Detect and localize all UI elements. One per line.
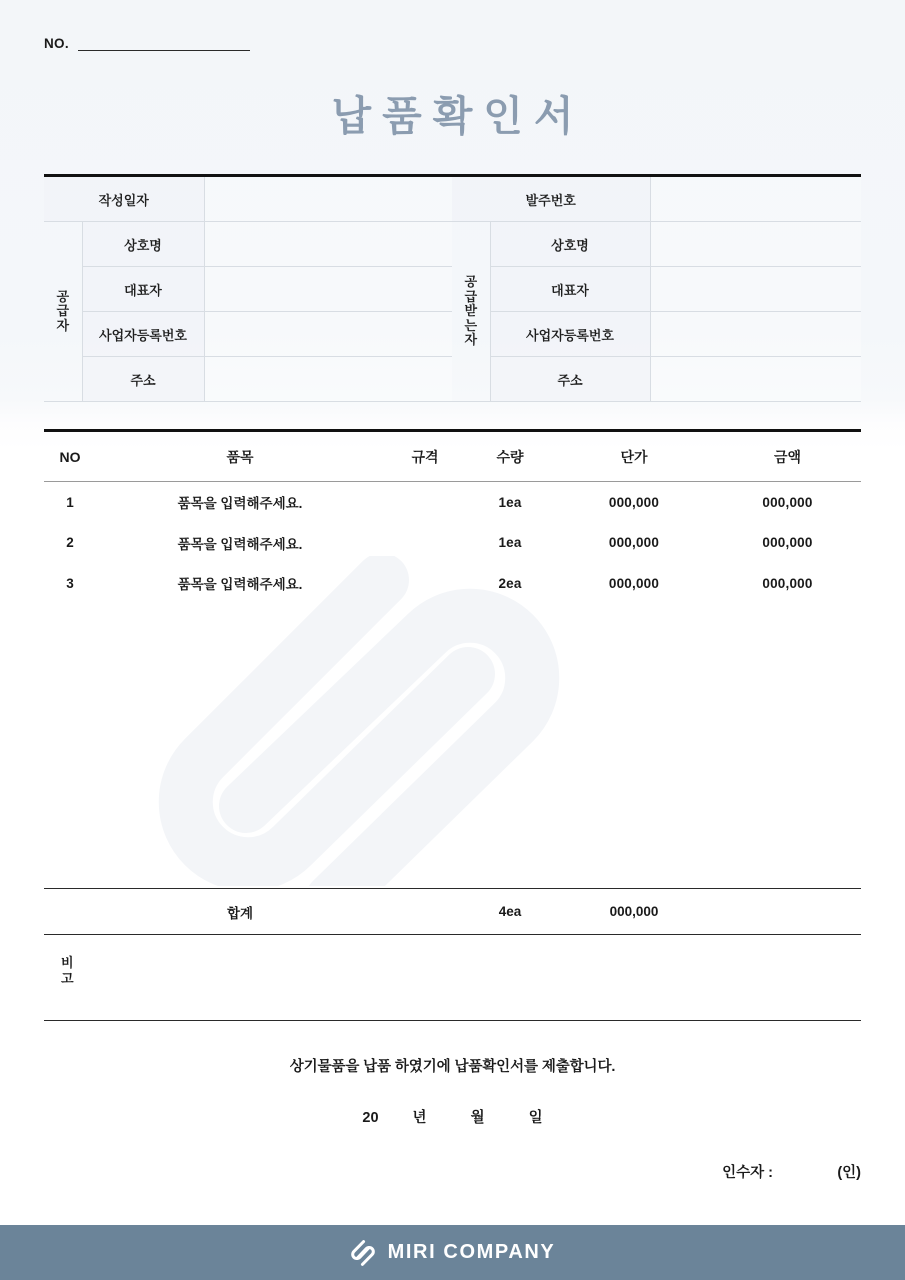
statement-text: 상기물품을 납품 하였기에 납품확인서를 제출합니다.: [289, 1059, 616, 1075]
column-header-name: 품목: [96, 431, 384, 482]
supplier-company-label: 상호명: [82, 222, 204, 267]
miri-paperclip-logo-icon: [350, 1240, 376, 1266]
item-name[interactable]: 품목을 입력해주세요.: [177, 496, 303, 512]
item-no: 2: [66, 535, 74, 551]
document-number-label: NO.: [44, 36, 69, 51]
remarks-label: [61, 955, 74, 988]
total-qty: 4ea: [498, 904, 522, 919]
table-row: [44, 222, 861, 267]
total-label: 합계: [226, 905, 254, 921]
remarks-section[interactable]: [44, 934, 861, 1021]
item-amount[interactable]: 000,000: [762, 535, 813, 551]
supplier-side-char: 급: [56, 303, 70, 319]
total-spacer: [44, 889, 96, 935]
total-amount: 000,000: [609, 904, 659, 919]
order-number-value[interactable]: [650, 176, 861, 222]
supplier-side-char: 자: [56, 317, 70, 333]
supplier-side-label: [44, 222, 82, 402]
supplier-biznum-label: 사업자등록번호: [82, 312, 204, 357]
item-spec[interactable]: [384, 482, 466, 523]
supplier-ceo-label: 대표자: [82, 267, 204, 312]
date-day-unit: 일: [528, 1110, 543, 1126]
table-row: [44, 523, 861, 564]
column-header-spec: 규격: [384, 431, 466, 482]
seal-mark: (인): [837, 1165, 861, 1181]
column-header-price: 단가: [554, 431, 714, 482]
item-amount[interactable]: 000,000: [762, 494, 813, 510]
remarks-label-char: 고: [61, 971, 74, 987]
footer-bar: [0, 1225, 905, 1280]
document-number-field[interactable]: [44, 37, 250, 53]
supplier-address-value[interactable]: [204, 357, 452, 402]
total-row-block: [44, 888, 861, 935]
receiver-side-char: 는: [464, 317, 478, 333]
date-month-unit: 월: [470, 1110, 485, 1126]
party-info-table: [44, 174, 861, 402]
date-year-unit: 년: [412, 1110, 427, 1126]
receiver-side-char: 급: [464, 288, 478, 304]
column-header-qty: 수량: [466, 431, 554, 482]
item-name[interactable]: 품목을 입력해주세요.: [177, 577, 303, 593]
item-qty[interactable]: 1ea: [498, 494, 522, 510]
receiver-side-char: 받: [464, 303, 478, 319]
created-date-value[interactable]: [204, 176, 452, 222]
column-header-amount: 금액: [714, 431, 861, 482]
supplier-address-label: 주소: [82, 357, 204, 402]
created-date-label: 작성일자: [44, 176, 204, 222]
page-title: 납품확인서: [331, 93, 585, 139]
item-spec[interactable]: [384, 523, 466, 564]
item-price[interactable]: 000,000: [608, 494, 660, 510]
order-number-label: 발주번호: [452, 176, 650, 222]
item-name[interactable]: 품목을 입력해주세요.: [177, 536, 303, 552]
table-row: [44, 563, 861, 604]
table-row: [44, 482, 861, 523]
receiver-ceo-label: 대표자: [490, 267, 650, 312]
total-spec-spacer: [384, 889, 466, 935]
table-row: [44, 889, 861, 935]
total-table: [44, 888, 861, 935]
document-number-rule: [78, 50, 250, 51]
table-row: [44, 176, 861, 222]
receiver-side-char: 공: [464, 274, 478, 290]
receiver-biznum-value[interactable]: [650, 312, 861, 357]
supplier-biznum-value[interactable]: [204, 312, 452, 357]
item-spec[interactable]: [384, 563, 466, 604]
receiver-biznum-label: 사업자등록번호: [490, 312, 650, 357]
date-line: [0, 1106, 905, 1127]
item-no: 3: [66, 575, 74, 591]
remarks-label-char: 비: [61, 955, 74, 970]
items-table: [44, 429, 861, 604]
item-amount[interactable]: 000,000: [762, 575, 813, 591]
item-price[interactable]: 000,000: [608, 535, 660, 551]
total-trailing-spacer: [714, 889, 861, 935]
item-qty[interactable]: 1ea: [498, 535, 522, 551]
receiver-company-value[interactable]: [650, 222, 861, 267]
date-year-prefix: 20: [362, 1110, 379, 1126]
receiver-address-label: 주소: [490, 357, 650, 402]
supplier-ceo-value[interactable]: [204, 267, 452, 312]
column-header-no: NO: [44, 431, 96, 482]
receiver-side-char: 자: [464, 332, 478, 348]
paperclip-watermark-icon: [96, 556, 596, 886]
footer-company-name: MIRI COMPANY: [387, 1241, 556, 1263]
item-no: 1: [66, 494, 74, 510]
receiver-signature-label: 인수자 :: [722, 1165, 773, 1181]
item-price[interactable]: 000,000: [608, 575, 660, 591]
receiver-company-label: 상호명: [490, 222, 650, 267]
items-table-header-row: [44, 431, 861, 482]
supplier-side-char: 공: [56, 288, 70, 304]
receiver-address-value[interactable]: [650, 357, 861, 402]
receiver-ceo-value[interactable]: [650, 267, 861, 312]
item-qty[interactable]: 2ea: [498, 575, 522, 591]
receiver-side-label: [452, 222, 490, 402]
supplier-company-value[interactable]: [204, 222, 452, 267]
